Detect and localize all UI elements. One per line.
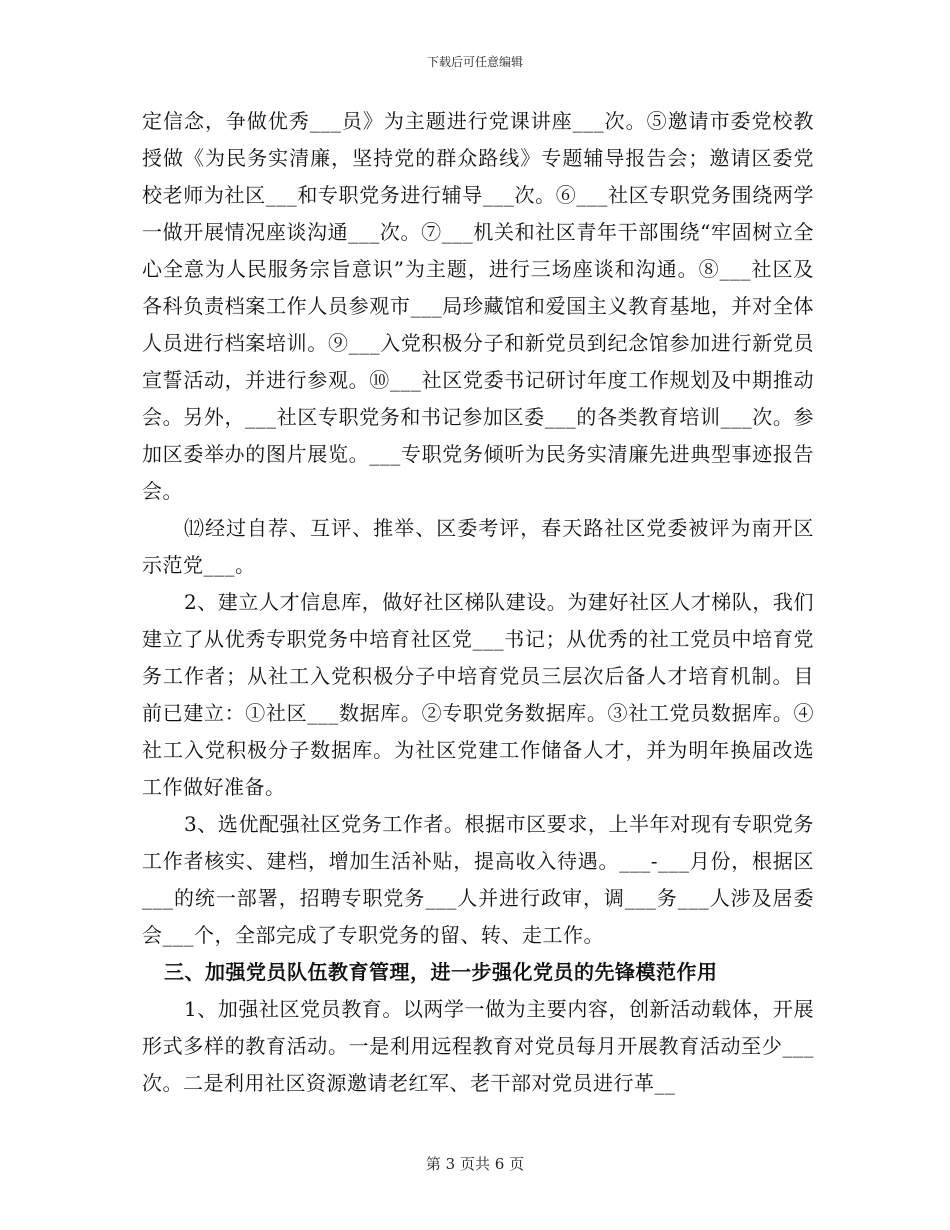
paragraph-continuation: 定信念，争做优秀___员》为主题进行党课讲座___次。⑤邀请市委党校教授做《为民务实清廉，坚持党的群众路线》专题辅导报告会；邀请区委党校老师为社区___和专职党务进行辅导___次。⑥___社区专职党务围绕两学一做开展情况座谈沟通___次。⑦___机关和社区青年干部围绕“牢固树立全心全意为人民服务宗旨意识”为主题，进行三场座谈和沟通。⑧___社区及各科负责档案工作人员参观市___局珍藏馆和爱国主义教育基地，并对全体人员进行档案培训。⑨___入党积极分子和新党员到纪念馆参加进行新党员宣誓活动，并进行参观。⑩___社区党委书记研讨年度工作规划及中期推动会。另外，___社区专职党务和书记参加区委___的各类教育培训___次。参加区委举办的图片展览。___专职党务倾听为民务实清廉先进典型事迹报告会。 [142, 109, 814, 503]
paragraph-talent-database: 2、建立人才信息库，做好社区梯队建设。为建好社区人才梯队，我们建立了从优秀专职党务中培育社区党___书记；从优秀的社工党员中培育党务工作者；从社工入党积极分子中培育党员三层次后备人才培育机制。目前已建立：①社区___数据库。②专职党务数据库。③社工党员数据库。④社工入党积极分子数据库。为社区党建工作储备人才，并为明年换届改选工作做好准备。 [142, 590, 814, 799]
document-body [142, 103, 814, 1102]
paragraph-item-12: ⑿经过自荐、互评、推举、区委考评，春天路社区党委被评为南开区示范党___。 [142, 516, 814, 577]
page-header: 下载后可任意编辑 [426, 55, 523, 69]
paragraph-party-workers: 3、选优配强社区党务工作者。根据市区要求，上半年对现有专职党务工作者核实、建档，增加生活补贴，提高收入待遇。___-___月份，根据区___的统一部署，招聘专职党务___人并进行政审，调___务___人涉及居委会___个，全部完成了专职党务的留、转、走工作。 [142, 812, 814, 947]
page-footer: 第 3 页共 6 页 [425, 1155, 525, 1173]
section-heading: 三、加强党员队伍教育管理，进一步强化党员的先锋模范作用 [164, 960, 718, 984]
paragraph-member-education: 1、加强社区党员教育。以两学一做为主要内容，创新活动载体，开展形式多样的教育活动。一是利用远程教育对党员每月开展教育活动至少___次。二是利用社区资源邀请老红军、老干部对党员进行革__ [142, 997, 814, 1095]
